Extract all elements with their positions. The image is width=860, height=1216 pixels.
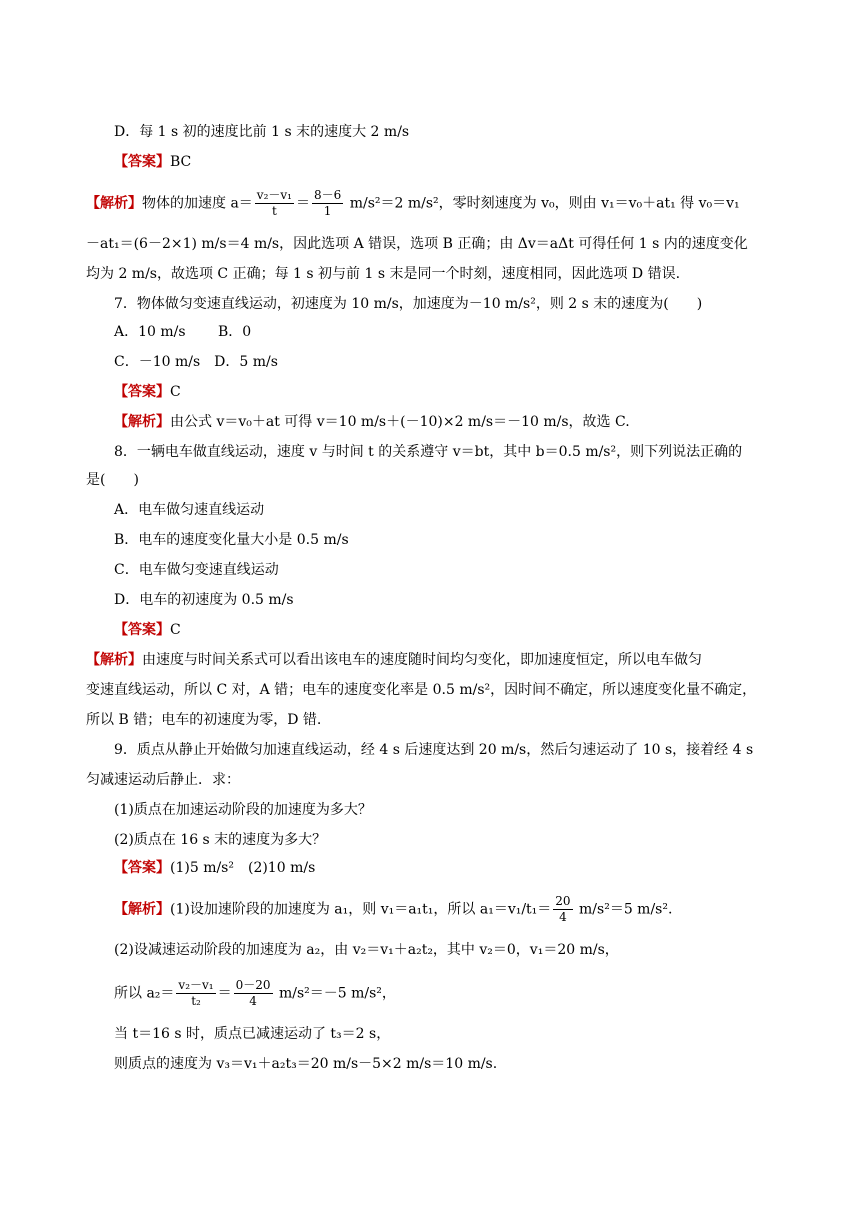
explanation-tag: 【解析】 (86, 195, 142, 212)
explanation-text: m/s²＝5 m/s². (574, 901, 673, 918)
q8-explanation-line3: 所以 B 错；电车的初速度为零，D 错. (86, 712, 322, 728)
q9-explanation-line4: 当 t＝16 s 时，质点已减速运动了 t₃＝2 s， (114, 1026, 391, 1042)
answer-tag: 【答案】 (114, 860, 170, 876)
q6-answer (114, 152, 191, 172)
q6-option-d: D．每 1 s 初的速度比前 1 s 末的速度大 2 m/s (114, 124, 410, 140)
answer-value: (1)5 m/s² (2)10 m/s (170, 860, 316, 876)
answer-value: C (170, 622, 181, 638)
answer-tag: 【答案】 (114, 154, 170, 170)
explanation-text: 由公式 v＝v₀＋at 可得 v＝10 m/s＋(－10)×2 m/s＝－10 m/s，故选 C. (170, 414, 630, 430)
q9-explanation-line5: 则质点的速度为 v₃＝v₁＋a₂t₃＝20 m/s－5×2 m/s＝10 m/s. (114, 1056, 498, 1072)
answer-tag: 【答案】 (114, 622, 170, 638)
q7-options-ab: A．10 m/s B．0 (114, 324, 252, 340)
q8-option-d: D．电车的初速度为 0.5 m/s (114, 592, 294, 608)
fraction-numerator: v₂－v₁ (178, 978, 214, 992)
q7-answer (114, 382, 181, 402)
q7-explanation (114, 412, 630, 432)
equals-sign: ＝ (217, 985, 232, 1002)
q6-explanation-line2: －at₁＝(6－2×1) m/s＝4 m/s，因此选项 A 错误，选项 B 正确；由 Δv＝aΔt 可得任何 1 s 内的速度变化 (86, 236, 748, 252)
q8-explanation-line2: 变速直线运动，所以 C 对，A 错；电车的速度变化率是 0.5 m/s²，因时间不确定，所以速度变化量不确定， (86, 682, 757, 698)
q9-subquestion-1: (1)质点在加速运动阶段的加速度为多大？ (114, 802, 372, 818)
explanation-tag: 【解析】 (86, 652, 142, 668)
q9-subquestion-2: (2)质点在 16 s 末的速度为多大？ (114, 832, 327, 848)
fraction (176, 978, 215, 1009)
q6-explanation-line3: 均为 2 m/s，故选项 C 正确；每 1 s 初与前 1 s 末是同一个时刻，速度相同，因此选项 D 错误. (86, 266, 681, 282)
q7-options-cd: C．－10 m/s D．5 m/s (114, 354, 278, 370)
fraction-denominator: t (271, 204, 277, 218)
explanation-text: 物体的加速度 a＝ (142, 195, 253, 212)
explanation-text: (1)设加速阶段的加速度为 a₁，则 v₁＝a₁t₁，所以 a₁＝v₁/t₁＝ (170, 901, 552, 918)
explanation-tag: 【解析】 (114, 414, 170, 430)
fraction-numerator: 20 (555, 894, 571, 908)
equals-sign: ＝ (295, 195, 310, 212)
fraction-numerator: 0－20 (235, 978, 271, 992)
fraction-denominator: t₂ (191, 994, 201, 1008)
explanation-text: m/s²＝－5 m/s²， (274, 985, 396, 1002)
q8-answer (114, 620, 181, 640)
q8-option-c: C．电车做匀变速直线运动 (114, 562, 279, 578)
explanation-text: m/s²＝2 m/s²，零时刻速度为 v₀，则由 v₁＝v₀＋at₁ 得 v₀＝v₁ (345, 195, 740, 212)
q8-stem-line1: 8．一辆电车做直线运动，速度 v 与时间 t 的关系遵守 v＝bt，其中 b＝0.5 m/s²，则下列说法正确的 (114, 444, 743, 460)
q8-explanation-line1 (86, 650, 702, 670)
q7-stem: 7．物体做匀变速直线运动，初速度为 10 m/s，加速度为－10 m/s²，则 2 s 末的速度为( ) (114, 296, 703, 312)
q9-answer (114, 858, 315, 878)
explanation-text: 所以 a₂＝ (114, 985, 175, 1002)
q8-option-a: A．电车做匀速直线运动 (114, 502, 265, 518)
explanation-tag: 【解析】 (114, 901, 170, 918)
fraction-denominator: 1 (323, 204, 332, 218)
q9-stem-line1: 9．质点从静止开始做匀加速直线运动，经 4 s 后速度达到 20 m/s，然后匀速运动了 10 s，接着经 4 s (114, 742, 754, 758)
fraction-numerator: 8－6 (313, 188, 342, 202)
answer-tag: 【答案】 (114, 384, 170, 400)
fraction (255, 188, 294, 219)
q9-explanation-line1 (114, 894, 672, 925)
answer-value: C (170, 384, 181, 400)
fraction (553, 894, 572, 925)
fraction-numerator: v₂－v₁ (256, 188, 292, 202)
q6-explanation-line1 (86, 188, 740, 219)
fraction-denominator: 4 (559, 910, 567, 924)
fraction-denominator: 4 (249, 994, 257, 1008)
q9-explanation-line3 (114, 978, 396, 1009)
explanation-text: 由速度与时间关系式可以看出该电车的速度随时间均匀变化，即加速度恒定，所以电车做匀 (142, 652, 702, 668)
q9-explanation-line2: (2)设减速运动阶段的加速度为 a₂，由 v₂＝v₁＋a₂t₂，其中 v₂＝0，v₁＝20 m/s， (114, 942, 619, 958)
answer-value: BC (170, 154, 192, 170)
q8-stem-line2: 是( ) (86, 472, 139, 488)
q9-stem-line2: 匀减速运动后静止．求： (86, 772, 240, 788)
fraction (234, 978, 273, 1009)
q8-option-b: B．电车的速度变化量大小是 0.5 m/s (114, 532, 349, 548)
fraction (312, 188, 343, 219)
